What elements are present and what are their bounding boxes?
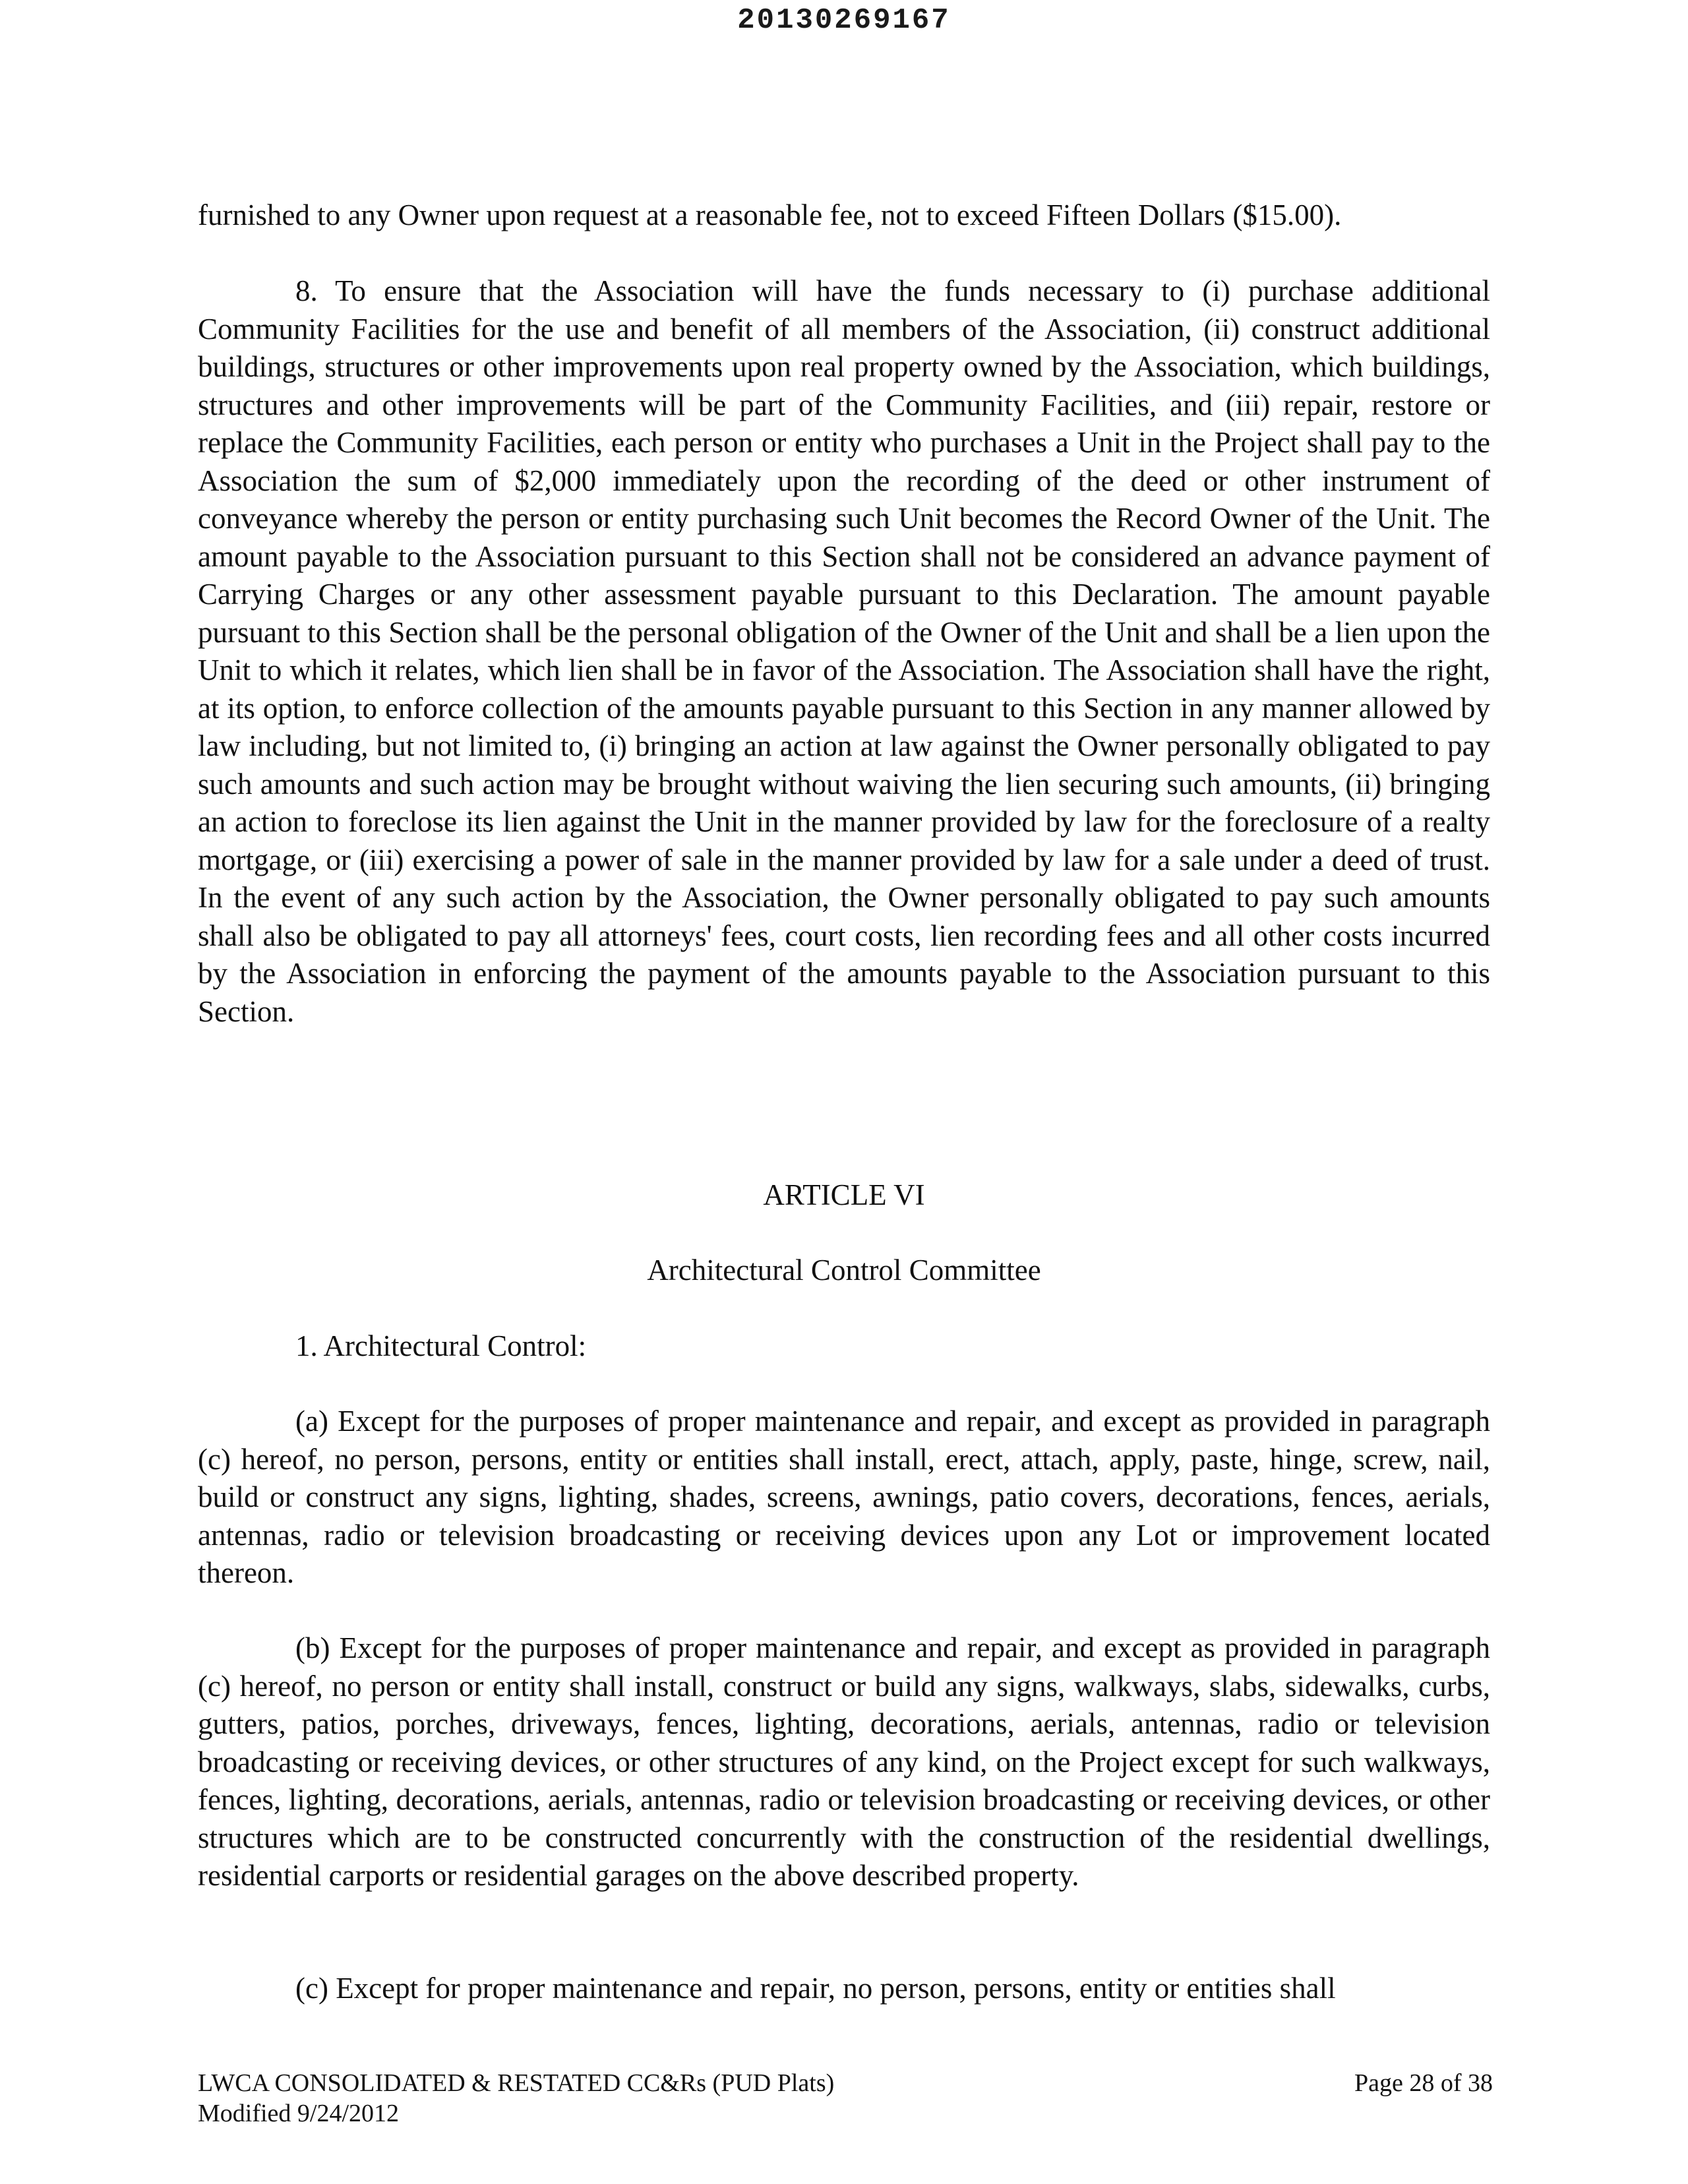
architectural-control-heading: 1. Architectural Control:: [295, 1329, 587, 1362]
footer-modified-date: Modified 9/24/2012: [198, 2100, 400, 2127]
page-number: Page 28 of 38: [1354, 2069, 1493, 2097]
paragraph-c: (c) Except for proper maintenance and repair, no person, persons, entity or entities shall: [295, 1972, 1336, 2005]
paragraph-b: (b) Except for the purposes of proper maintenance and repair, and except as provided in paragraph (c) hereof, no person or entity shall install, construct or build any signs, walkways, slabs, sidewalks, curbs, gutters, patios, porches, driveways, fences, lighting, decorations, aerials, antennas, radio or television broadcasting or receiving devices, or other structures of any kind, on the Project except for such walkways, fences, lighting, decorations, aerials, antennas, radio or television broadcasting or receiving devices, or other structures which are to be constructed concurrently with the construction of the residential dwellings, residential carports or residential garages on the above described property.: [198, 1631, 1490, 1892]
section-8-paragraph: 8. To ensure that the Association will have the funds necessary to (i) purchase additional Community Facilities for the use and benefit of all members of the Association, (ii) construct additional buildings, structures or other improvements upon real property owned by the Association, which buildings, structures and other improvements will be part of the Community Facilities, and (iii) repair, restore or replace the Community Facilities, each person or entity who purchases a Unit in the Project shall pay to the Association the sum of $2,000 immediately upon the recording of the deed or other instrument of conveyance whereby the person or entity purchasing such Unit becomes the Record Owner of the Unit. The amount payable to the Association pursuant to this Section shall not be considered an advance payment of Carrying Charges or any other assessment payable pursuant to this Declaration. The amount payable pursuant to this Section shall be the personal obligation of the Owner of the Unit and shall be a lien upon the Unit to which it relates, which lien shall be in favor of the Association. The Association shall have the right, at its option, to enforce collection of the amounts payable pursuant to this Section in any manner allowed by law including, but not limited to, (i) bringing an action at law against the Owner personally obligated to pay such amounts and such action may be brought without waiving the lien securing such amounts, (ii) bringing an action to foreclose its lien against the Unit in the manner provided by law for the foreclosure of a realty mortgage, or (iii) exercising a power of sale in the manner provided by law for a sale under a deed of trust. In the event of any such action by the Association, the Owner personally obligated to pay such amounts shall also be obligated to pay all attorneys' fees, court costs, lien recording fees and all other costs incurred by the Association in enforcing the payment of the amounts payable to the Association pursuant to this Section.: [198, 274, 1490, 1028]
footer-document-title: LWCA CONSOLIDATED & RESTATED CC&Rs (PUD Plats): [198, 2069, 835, 2097]
footer-left: [198, 2068, 834, 2129]
continuation-paragraph: furnished to any Owner upon request at a reasonable fee, not to exceed Fifteen Dollars ($15.00).: [198, 198, 1342, 231]
recording-number: 20130269167: [737, 4, 951, 37]
article-subtitle: Architectural Control Committee: [647, 1254, 1041, 1287]
article-title: ARTICLE VI: [763, 1178, 925, 1211]
paragraph-a: (a) Except for the purposes of proper maintenance and repair, and except as provided in paragraph (c) hereof, no person, persons, entity or entities shall install, erect, attach, apply, paste, hinge, screw, nail, build or construct any signs, lighting, shades, screens, awnings, patio covers, decorations, fences, aerials, antennas, radio or television broadcasting or receiving devices upon any Lot or improvement located thereon.: [198, 1405, 1490, 1589]
